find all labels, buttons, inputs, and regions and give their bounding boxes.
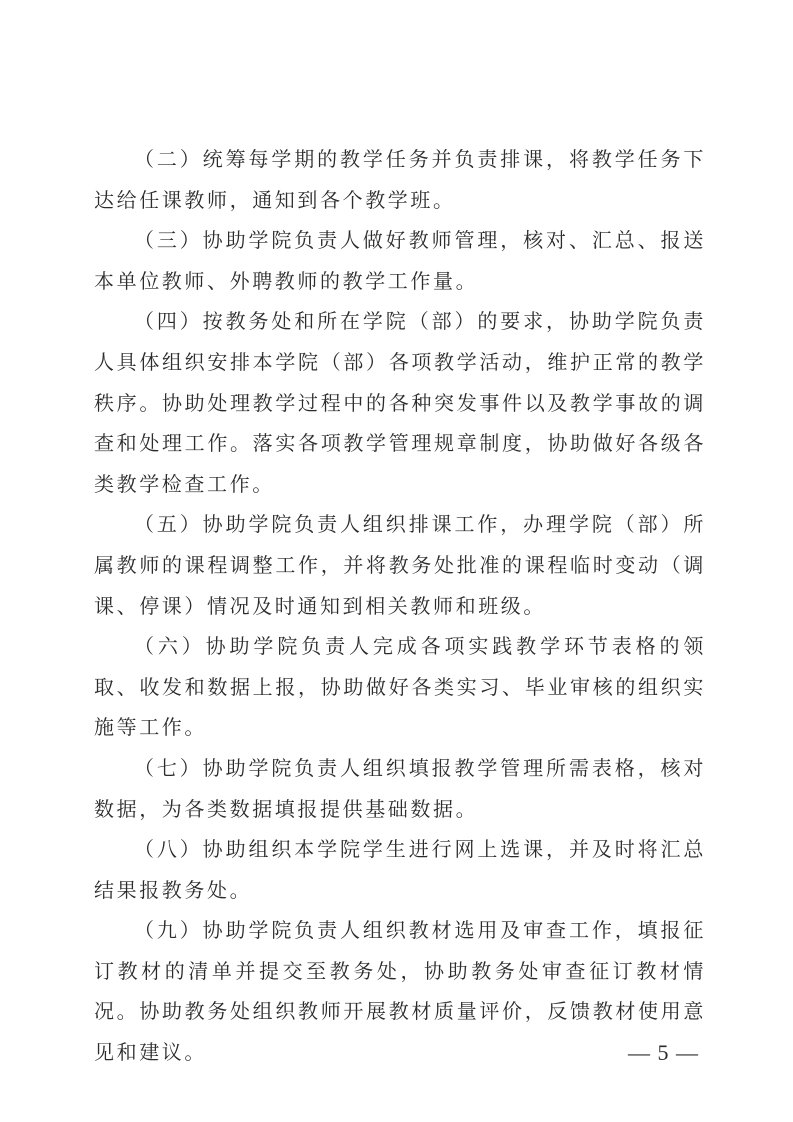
- paragraph-item-7: （七）协助学院负责人组织填报教学管理所需表格，核对数据，为各类数据填报提供基础数据。: [94, 755, 706, 821]
- paragraph-item-8: （八）协助组织本学院学生进行网上选课，并及时将汇总结果报教务处。: [94, 837, 706, 902]
- paragraph-item-6: （六）协助学院负责人完成各项实践教学环节表格的领取、收发和数据上报，协助做好各类实习、毕业审核的组织实施等工作。: [94, 634, 706, 740]
- page-number: — 5 —: [628, 1040, 699, 1065]
- paragraph-item-4: （四）按教务处和所在学院（部）的要求，协助学院负责人具体组织安排本学院（部）各项教学活动，维护正常的教学秩序。协助处理教学过程中的各种突发事件以及教学事故的调查和处理工作。落实各项教学管理规章制度，协助做好各级各类教学检查工作。: [94, 309, 706, 496]
- paragraph-item-5: （五）协助学院负责人组织排课工作，办理学院（部）所属教师的课程调整工作，并将教务处批准的课程临时变动（调课、停课）情况及时通知到相关教师和班级。: [94, 512, 706, 618]
- document-body: [94, 139, 706, 1073]
- paragraph-item-3: （三）协助学院负责人做好教师管理，核对、汇总、报送本单位教师、外聘教师的教学工作量。: [94, 228, 706, 293]
- paragraph-item-9: （九）协助学院负责人组织教材选用及审查工作，填报征订教材的清单并提交至教务处，协助教务处审查征订教材情况。协助教务处组织教师开展教材质量评价，反馈教材使用意见和建议。: [94, 918, 706, 1065]
- paragraph-item-2: （二）统筹每学期的教学任务并负责排课，将教学任务下达给任课教师，通知到各个教学班。: [94, 147, 706, 212]
